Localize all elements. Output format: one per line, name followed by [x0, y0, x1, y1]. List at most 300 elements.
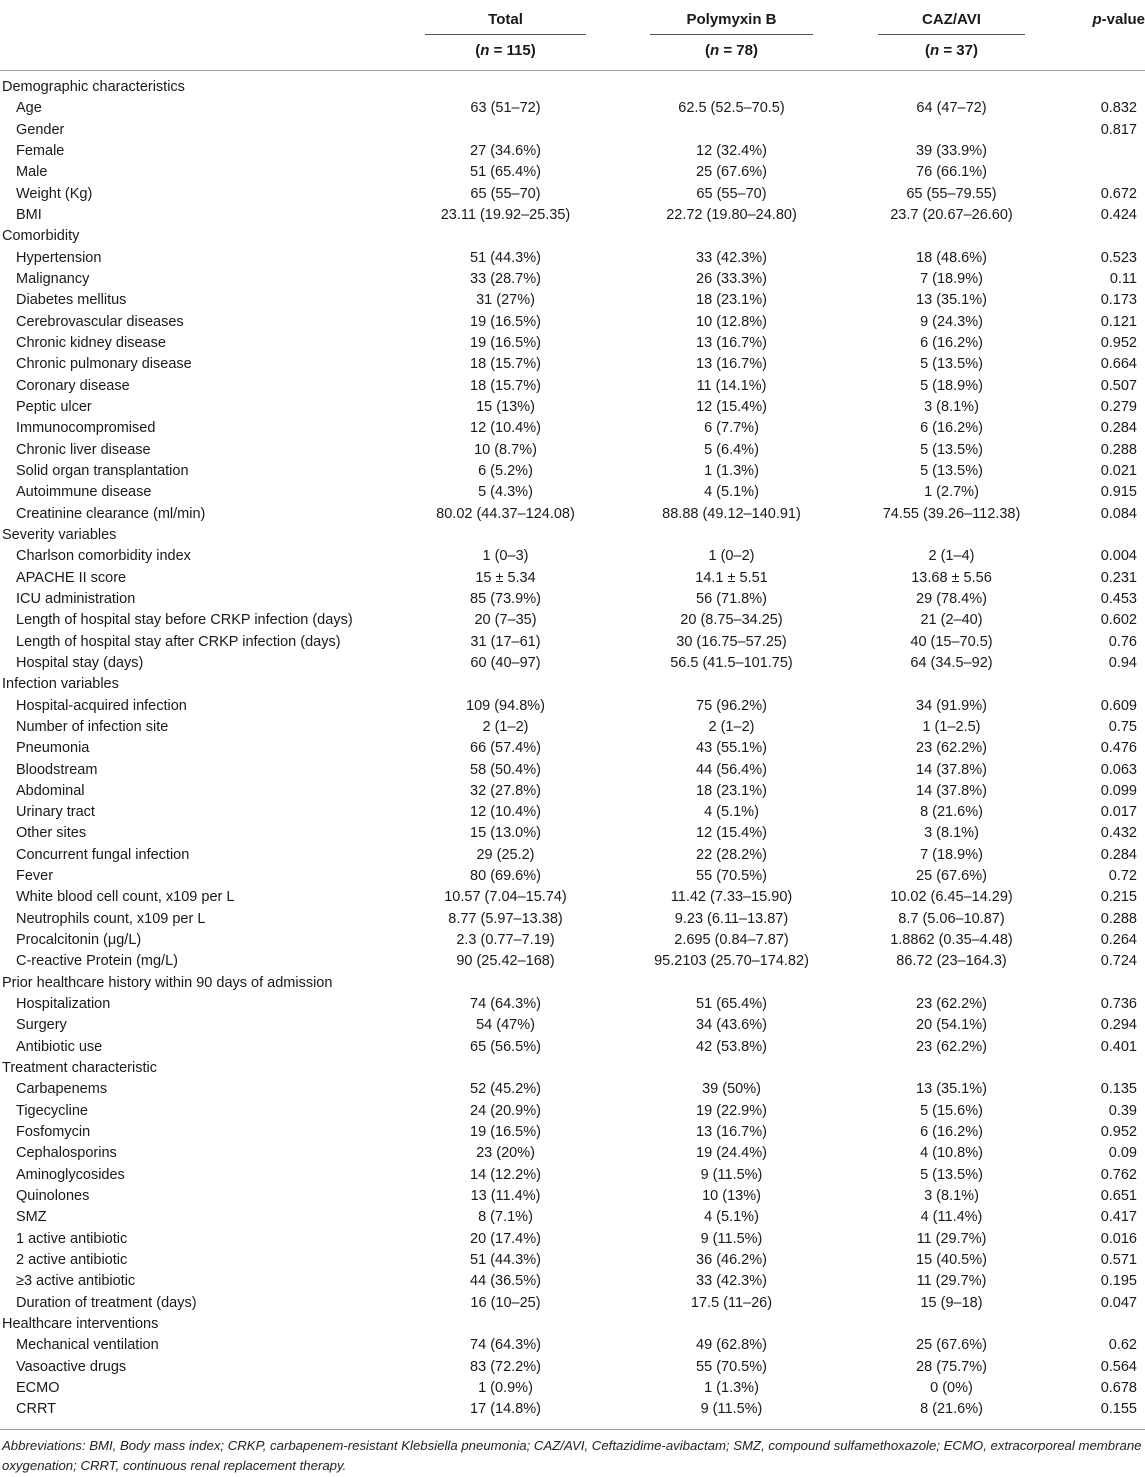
row-label: Hospitalization [16, 996, 111, 1013]
cell-pvalue: 0.72 [1108, 868, 1137, 885]
row-label: Hospital-acquired infection [16, 697, 187, 714]
cell-polymyxin: 44 (56.4%) [696, 761, 767, 778]
cell-total: 27 (34.6%) [470, 142, 541, 159]
row-label: Fosfomycin [16, 1124, 91, 1141]
row-label: ≥3 active antibiotic [16, 1273, 136, 1290]
cell-total: 18 (15.7%) [470, 377, 541, 394]
cell-polymyxin: 13 (16.7%) [696, 356, 767, 373]
cell-pvalue: 0.564 [1100, 1358, 1137, 1375]
cell-total: 6 (5.2%) [478, 462, 533, 479]
row-label: Weight (Kg) [16, 185, 93, 202]
cell-polymyxin: 12 (15.4%) [696, 398, 767, 415]
table-row [0, 1294, 1145, 1315]
cell-cazavi: 11 (29.7%) [916, 1230, 987, 1247]
table-row [0, 611, 1145, 632]
cell-total: 109 (94.8%) [466, 697, 545, 714]
cell-total: 8.77 (5.97–13.38) [448, 910, 563, 927]
cell-total: 15 (13.0%) [470, 825, 541, 842]
table-row [0, 633, 1145, 654]
table-row [0, 462, 1145, 483]
table-row [0, 846, 1145, 867]
row-label: Prior healthcare history within 90 days of admission [2, 974, 333, 991]
row-label: Antibiotic use [16, 1038, 103, 1055]
row-label: Procalcitonin (μg/L) [16, 932, 142, 949]
table-row [0, 419, 1145, 440]
cell-cazavi: 15 (40.5%) [916, 1252, 987, 1269]
cell-cazavi: 1 (1–2.5) [922, 718, 981, 735]
table-row [0, 761, 1145, 782]
row-label: Male [16, 164, 48, 181]
cell-cazavi: 13 (35.1%) [916, 292, 987, 309]
cell-total: 58 (50.4%) [470, 761, 541, 778]
cell-total: 74 (64.3%) [470, 996, 541, 1013]
cell-pvalue: 0.401 [1100, 1038, 1137, 1055]
cell-pvalue: 0.817 [1100, 121, 1137, 138]
cell-polymyxin: 4 (5.1%) [704, 484, 759, 501]
header-total-n: (n = 115) [475, 42, 536, 59]
cell-total: 14 (12.2%) [470, 1166, 541, 1183]
cell-polymyxin: 34 (43.6%) [696, 1017, 767, 1034]
cell-cazavi: 23.7 (20.67–26.60) [890, 206, 1013, 223]
row-label: ECMO [16, 1380, 60, 1397]
cell-total: 65 (56.5%) [470, 1038, 541, 1055]
cell-polymyxin: 22 (28.2%) [696, 846, 767, 863]
table-row [0, 782, 1145, 803]
table-row [0, 718, 1145, 739]
cell-pvalue: 0.288 [1100, 441, 1137, 458]
table-row [0, 1038, 1145, 1059]
cell-pvalue: 0.047 [1100, 1294, 1137, 1311]
cell-pvalue: 0.264 [1100, 932, 1137, 949]
cell-polymyxin: 30 (16.75–57.25) [676, 633, 787, 650]
cell-pvalue: 0.417 [1100, 1209, 1137, 1226]
cell-pvalue: 0.724 [1100, 953, 1137, 970]
row-label: 2 active antibiotic [16, 1252, 128, 1269]
cell-polymyxin: 19 (22.9%) [696, 1102, 767, 1119]
cell-cazavi: 3 (8.1%) [924, 398, 979, 415]
cell-polymyxin: 1 (1.3%) [704, 1380, 759, 1397]
cell-cazavi: 23 (62.2%) [916, 740, 987, 757]
row-label: Concurrent fungal infection [16, 846, 190, 863]
cell-cazavi: 14 (37.8%) [916, 761, 987, 778]
table-row [0, 569, 1145, 590]
cell-polymyxin: 75 (96.2%) [696, 697, 767, 714]
cell-polymyxin: 55 (70.5%) [696, 868, 767, 885]
cell-total: 2.3 (0.77–7.19) [456, 932, 555, 949]
row-label: Age [16, 100, 42, 117]
cell-pvalue: 0.099 [1100, 782, 1137, 799]
row-label: Autoimmune disease [16, 484, 152, 501]
cell-polymyxin: 11 (14.1%) [696, 377, 767, 394]
section-header-row [0, 526, 1145, 547]
cell-pvalue: 0.523 [1100, 249, 1137, 266]
header-polymyxin-label: Polymyxin B [686, 11, 777, 28]
cell-total: 15 (13%) [476, 398, 535, 415]
cell-polymyxin: 10 (13%) [702, 1188, 761, 1205]
cell-cazavi: 86.72 (23–164.3) [896, 953, 1007, 970]
cell-total: 10 (8.7%) [474, 441, 537, 458]
row-label: White blood cell count, x109 per L [16, 889, 235, 906]
row-label: Duration of treatment (days) [16, 1294, 197, 1311]
row-label: Hypertension [16, 249, 102, 266]
table-row [0, 1400, 1145, 1421]
cell-pvalue: 0.62 [1108, 1337, 1137, 1354]
row-label: Diabetes mellitus [16, 292, 127, 309]
cell-cazavi: 11 (29.7%) [916, 1273, 987, 1290]
table-row [0, 824, 1145, 845]
table-row [0, 803, 1145, 824]
row-label: Bloodstream [16, 761, 98, 778]
row-label: Cerebrovascular diseases [16, 313, 184, 330]
cell-cazavi: 23 (62.2%) [916, 1038, 987, 1055]
cell-pvalue: 0.11 [1109, 270, 1137, 287]
cell-total: 51 (44.3%) [470, 1252, 541, 1269]
cell-pvalue: 0.231 [1100, 569, 1137, 586]
row-label: Urinary tract [16, 804, 95, 821]
table-row [0, 1336, 1145, 1357]
row-label: Vasoactive drugs [16, 1358, 127, 1375]
table-row [0, 377, 1145, 398]
row-label: Demographic characteristics [2, 79, 185, 95]
table-row [0, 291, 1145, 312]
cell-pvalue: 0.121 [1100, 313, 1137, 330]
cell-polymyxin: 88.88 (49.12–140.91) [662, 505, 801, 522]
cell-cazavi: 14 (37.8%) [916, 782, 987, 799]
table-row [0, 1379, 1145, 1400]
cell-total: 51 (65.4%) [470, 164, 541, 181]
cell-pvalue: 0.832 [1100, 100, 1137, 117]
row-label: Immunocompromised [16, 420, 156, 437]
cell-total: 31 (17–61) [470, 633, 541, 650]
cell-total: 20 (7–35) [474, 612, 537, 629]
cell-cazavi: 23 (62.2%) [916, 996, 987, 1013]
cell-cazavi: 3 (8.1%) [924, 825, 979, 842]
cell-total: 2 (1–2) [482, 718, 529, 735]
cell-polymyxin: 51 (65.4%) [696, 996, 767, 1013]
cell-total: 24 (20.9%) [470, 1102, 541, 1119]
table-row [0, 334, 1145, 355]
cell-pvalue: 0.09 [1108, 1145, 1137, 1162]
cell-pvalue: 0.155 [1100, 1401, 1137, 1418]
cell-pvalue: 0.736 [1100, 996, 1137, 1013]
cell-cazavi: 4 (10.8%) [920, 1145, 983, 1162]
table-row [0, 505, 1145, 526]
cell-polymyxin: 22.72 (19.80–24.80) [666, 206, 797, 223]
row-label: Comorbidity [2, 228, 80, 245]
table-row [0, 952, 1145, 973]
cell-polymyxin: 9 (11.5%) [700, 1166, 763, 1183]
row-label: Treatment characteristic [2, 1060, 157, 1077]
cell-polymyxin: 17.5 (11–26) [690, 1294, 773, 1311]
row-label: Pneumonia [16, 740, 90, 757]
cell-cazavi: 5 (13.5%) [920, 356, 983, 373]
cell-total: 29 (25.2) [476, 846, 535, 863]
table-row [0, 1166, 1145, 1187]
cell-total: 15 ± 5.34 [475, 569, 536, 586]
cell-polymyxin: 4 (5.1%) [704, 804, 759, 821]
row-label: Tigecycline [16, 1102, 88, 1119]
table-row [0, 483, 1145, 504]
row-label: SMZ [16, 1209, 47, 1226]
cell-pvalue: 0.672 [1100, 185, 1137, 202]
cell-pvalue: 0.016 [1100, 1230, 1137, 1247]
table-row [0, 313, 1145, 334]
cell-total: 13 (11.4%) [470, 1188, 541, 1205]
row-label: Cephalosporins [16, 1145, 117, 1162]
header-cazavi-rule [878, 34, 1025, 35]
table-header [0, 0, 1145, 71]
cell-cazavi: 40 (15–70.5) [910, 633, 993, 650]
cell-total: 32 (27.8%) [470, 782, 541, 799]
cell-polymyxin: 26 (33.3%) [696, 270, 767, 287]
cell-total: 23 (20%) [476, 1145, 535, 1162]
row-label: Chronic pulmonary disease [16, 356, 192, 373]
cell-pvalue: 0.507 [1100, 377, 1137, 394]
cell-total: 31 (27%) [476, 292, 535, 309]
cell-cazavi: 74.55 (39.26–112.38) [882, 505, 1021, 522]
cell-polymyxin: 36 (46.2%) [696, 1252, 767, 1269]
cell-pvalue: 0.609 [1100, 697, 1137, 714]
row-label: 1 active antibiotic [16, 1230, 128, 1247]
table-row [0, 1251, 1145, 1272]
cell-pvalue: 0.651 [1100, 1188, 1137, 1205]
cell-cazavi: 7 (18.9%) [920, 846, 983, 863]
section-header-row [0, 974, 1145, 995]
cell-cazavi: 34 (91.9%) [916, 697, 987, 714]
row-label: Mechanical ventilation [16, 1337, 159, 1354]
cell-pvalue: 0.017 [1100, 804, 1137, 821]
cell-cazavi: 13 (35.1%) [916, 1081, 987, 1098]
cell-cazavi: 4 (11.4%) [920, 1209, 983, 1226]
cell-cazavi: 64 (34.5–92) [910, 654, 993, 671]
row-label: Malignancy [16, 270, 90, 287]
header-polymyxin-n: (n = 78) [705, 42, 758, 59]
row-label: Number of infection site [16, 718, 169, 735]
cell-cazavi: 2 (1–4) [928, 548, 975, 565]
cell-cazavi: 13.68 ± 5.56 [911, 569, 992, 586]
cell-total: 63 (51–72) [470, 100, 541, 117]
cell-polymyxin: 39 (50%) [702, 1081, 761, 1098]
table-row [0, 888, 1145, 909]
cell-cazavi: 9 (24.3%) [920, 313, 983, 330]
cell-pvalue: 0.173 [1100, 292, 1137, 309]
cell-total: 54 (47%) [476, 1017, 535, 1034]
section-header-row [0, 1315, 1145, 1336]
cell-cazavi: 6 (16.2%) [920, 420, 983, 437]
table-row [0, 1187, 1145, 1208]
row-label: Other sites [16, 825, 87, 842]
cell-polymyxin: 56.5 (41.5–101.75) [670, 654, 793, 671]
table-body [0, 78, 1145, 1422]
cell-cazavi: 29 (78.4%) [916, 590, 987, 607]
cell-total: 85 (73.9%) [470, 590, 541, 607]
cell-polymyxin: 10 (12.8%) [696, 313, 767, 330]
cell-total: 65 (55–70) [470, 185, 541, 202]
cell-polymyxin: 56 (71.8%) [696, 590, 767, 607]
cell-pvalue: 0.021 [1100, 462, 1137, 479]
row-label: C-reactive Protein (mg/L) [16, 953, 178, 970]
cell-pvalue: 0.195 [1100, 1273, 1137, 1290]
header-pvalue-label: p-value [1092, 11, 1145, 28]
cell-cazavi: 8 (21.6%) [920, 804, 983, 821]
cell-cazavi: 5 (13.5%) [920, 462, 983, 479]
table-row [0, 249, 1145, 270]
table-row [0, 1272, 1145, 1293]
section-header-row [0, 675, 1145, 696]
cell-total: 33 (28.7%) [470, 270, 541, 287]
table-row [0, 185, 1145, 206]
cell-polymyxin: 9 (11.5%) [700, 1230, 763, 1247]
cell-polymyxin: 18 (23.1%) [696, 782, 767, 799]
cell-pvalue: 0.915 [1100, 484, 1137, 501]
cell-total: 66 (57.4%) [470, 740, 541, 757]
row-label: Coronary disease [16, 377, 130, 394]
table-row [0, 441, 1145, 462]
cell-polymyxin: 2.695 (0.84–7.87) [674, 932, 789, 949]
row-label: Severity variables [2, 526, 117, 543]
cell-pvalue: 0.75 [1108, 718, 1137, 735]
cell-polymyxin: 13 (16.7%) [696, 1124, 767, 1141]
cell-polymyxin: 18 (23.1%) [696, 292, 767, 309]
cell-cazavi: 20 (54.1%) [916, 1017, 987, 1034]
cell-cazavi: 28 (75.7%) [916, 1358, 987, 1375]
cell-total: 19 (16.5%) [470, 313, 541, 330]
table-row [0, 995, 1145, 1016]
cell-total: 20 (17.4%) [470, 1230, 541, 1247]
cell-cazavi: 6 (16.2%) [920, 334, 983, 351]
cell-cazavi: 39 (33.9%) [916, 142, 987, 159]
cell-polymyxin: 5 (6.4%) [704, 441, 759, 458]
row-label: Infection variables [2, 676, 119, 693]
table-row [0, 142, 1145, 163]
row-label: Neutrophils count, x109 per L [16, 910, 206, 927]
cell-total: 1 (0.9%) [478, 1380, 533, 1397]
cell-cazavi: 1.8862 (0.35–4.48) [890, 932, 1013, 949]
cell-total: 52 (45.2%) [470, 1081, 541, 1098]
cell-polymyxin: 62.5 (52.5–70.5) [678, 100, 785, 117]
row-label: Fever [16, 868, 54, 885]
header-cazavi-label: CAZ/AVI [922, 11, 981, 28]
row-label: Surgery [16, 1017, 67, 1034]
cell-cazavi: 15 (9–18) [920, 1294, 983, 1311]
cell-pvalue: 0.288 [1100, 910, 1137, 927]
cell-total: 1 (0–3) [482, 548, 529, 565]
table-row [0, 910, 1145, 931]
table-row [0, 1230, 1145, 1251]
row-label: Charlson comorbidity index [16, 548, 191, 565]
cell-cazavi: 21 (2–40) [920, 612, 983, 629]
cell-pvalue: 0.294 [1100, 1017, 1137, 1034]
cell-cazavi: 65 (55–79.55) [906, 185, 997, 202]
table-row [0, 206, 1145, 227]
header-total-label: Total [488, 11, 523, 28]
table-row [0, 1358, 1145, 1379]
cell-total: 10.57 (7.04–15.74) [444, 889, 567, 906]
cell-pvalue: 0.602 [1100, 612, 1137, 629]
cell-cazavi: 1 (2.7%) [924, 484, 979, 501]
table-row [0, 355, 1145, 376]
cell-pvalue: 0.39 [1108, 1102, 1137, 1119]
row-label: Hospital stay (days) [16, 654, 144, 671]
cell-pvalue: 0.453 [1100, 590, 1137, 607]
cell-pvalue: 0.284 [1100, 846, 1137, 863]
cell-pvalue: 0.476 [1100, 740, 1137, 757]
table-row [0, 121, 1145, 142]
cell-polymyxin: 20 (8.75–34.25) [680, 612, 783, 629]
cell-cazavi: 25 (67.6%) [916, 868, 987, 885]
cell-pvalue: 0.084 [1100, 505, 1137, 522]
row-label: Healthcare interventions [2, 1316, 159, 1333]
cell-cazavi: 8.7 (5.06–10.87) [898, 910, 1005, 927]
row-label: Female [16, 142, 65, 159]
table-row [0, 547, 1145, 568]
cell-polymyxin: 6 (7.7%) [704, 420, 759, 437]
cell-pvalue: 0.284 [1100, 420, 1137, 437]
table-bottom-rule [0, 1429, 1145, 1430]
cell-polymyxin: 25 (67.6%) [696, 164, 767, 181]
cell-cazavi: 6 (16.2%) [920, 1124, 983, 1141]
row-label: Abdominal [16, 782, 85, 799]
cell-total: 16 (10–25) [470, 1294, 541, 1311]
cell-polymyxin: 42 (53.8%) [696, 1038, 767, 1055]
cell-cazavi: 5 (15.6%) [920, 1102, 983, 1119]
section-header-row [0, 78, 1145, 99]
cell-total: 80 (69.6%) [470, 868, 541, 885]
cell-pvalue: 0.76 [1108, 633, 1137, 650]
table-footnote: Abbreviations: BMI, Body mass index; CRKP, carbapenem-resistant Klebsiella pneumonia; CAZ/AVI, Ceftazidime-avibactam; SMZ, compound sulfamethoxazole; ECMO, extracorporeal membrane oxygenation; CRRT, continuous renal replacement therapy. [2, 1438, 1142, 1473]
row-label: CRRT [16, 1401, 57, 1418]
row-label: Chronic liver disease [16, 441, 151, 458]
cell-cazavi: 64 (47–72) [916, 100, 987, 117]
row-label: Solid organ transplantation [16, 462, 189, 479]
table-row [0, 1144, 1145, 1165]
cell-cazavi: 3 (8.1%) [924, 1188, 979, 1205]
cell-total: 44 (36.5%) [470, 1273, 541, 1290]
cell-polymyxin: 9.23 (6.11–13.87) [674, 910, 789, 927]
cell-polymyxin: 12 (32.4%) [696, 142, 767, 159]
row-label: Gender [16, 121, 65, 138]
cell-total: 23.11 (19.92–25.35) [440, 206, 571, 223]
cell-total: 8 (7.1%) [478, 1209, 533, 1226]
cell-polymyxin: 11.42 (7.33–15.90) [670, 889, 793, 906]
cell-total: 74 (64.3%) [470, 1337, 541, 1354]
table-row [0, 697, 1145, 718]
cell-total: 80.02 (44.37–124.08) [436, 505, 575, 522]
cell-total: 51 (44.3%) [470, 249, 541, 266]
cell-cazavi: 5 (18.9%) [920, 377, 983, 394]
cell-total: 17 (14.8%) [470, 1401, 541, 1418]
table-row [0, 1016, 1145, 1037]
table-row [0, 590, 1145, 611]
table-row [0, 654, 1145, 675]
cell-pvalue: 0.952 [1100, 1124, 1137, 1141]
cell-total: 18 (15.7%) [470, 356, 541, 373]
row-label: Carbapenems [16, 1081, 108, 1098]
table-row [0, 1208, 1145, 1229]
row-label: Length of hospital stay after CRKP infection (days) [16, 633, 341, 650]
cell-cazavi: 25 (67.6%) [916, 1337, 987, 1354]
cell-polymyxin: 1 (0–2) [708, 548, 755, 565]
cell-cazavi: 8 (21.6%) [920, 1401, 983, 1418]
cell-polymyxin: 33 (42.3%) [696, 1273, 767, 1290]
cell-polymyxin: 65 (55–70) [696, 185, 767, 202]
cell-polymyxin: 1 (1.3%) [704, 462, 759, 479]
cell-pvalue: 0.004 [1100, 548, 1137, 565]
cell-cazavi: 76 (66.1%) [916, 164, 987, 181]
section-header-row [0, 1059, 1145, 1080]
table-row [0, 739, 1145, 760]
cell-total: 5 (4.3%) [478, 484, 533, 501]
